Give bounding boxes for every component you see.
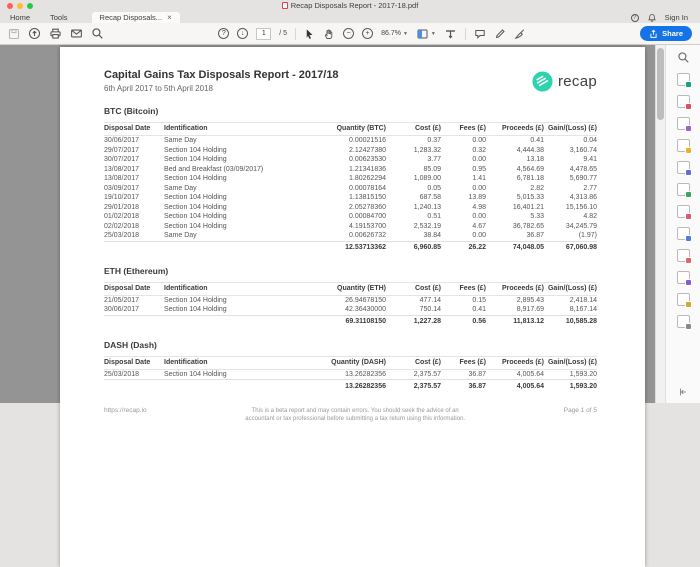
chevron-down-icon: ▼ xyxy=(402,30,408,37)
cell-proceeds: 2.82 xyxy=(530,184,544,192)
table-row xyxy=(104,155,597,165)
total-cost: 2,375.57 xyxy=(386,380,441,392)
create-pdf-icon[interactable] xyxy=(677,95,690,108)
cell-empty xyxy=(104,241,164,253)
hand-tool-icon[interactable] xyxy=(323,28,335,40)
cell-gain-loss: 4,313.86 xyxy=(569,194,597,201)
comment-icon[interactable] xyxy=(474,28,486,40)
cell-quantity: 1.13815150 xyxy=(349,194,386,201)
cell-gain-loss: 9.41 xyxy=(583,156,597,163)
col-cost: Cost (£) xyxy=(386,123,441,136)
cell-quantity: 1.21341836 xyxy=(349,165,386,173)
section-title: BTC (Bitcoin) xyxy=(104,106,159,116)
cell-quantity: 0.00021516 xyxy=(349,137,386,144)
cell-proceeds: 6,781.18 xyxy=(516,175,544,182)
col-disposal-date: Disposal Date xyxy=(104,356,164,369)
reading-mode-icon[interactable] xyxy=(444,28,457,40)
window-title-text: Recap Disposals Report - 2017-18.pdf xyxy=(290,1,419,10)
cell-quantity: 1.80262294 xyxy=(349,175,386,182)
cell-gain-loss: 0.04 xyxy=(583,137,597,144)
cell-disposal-date: 25/03/2018 xyxy=(104,232,140,239)
tab-home[interactable]: Home xyxy=(10,13,31,22)
cell-cost: 2,375.57 xyxy=(413,370,441,378)
col-gain-loss: Gain/(Loss) (£) xyxy=(544,282,597,295)
print-icon[interactable] xyxy=(49,27,62,40)
cell-identification: Section 104 Holding xyxy=(164,146,227,154)
cell-fees: 0.00 xyxy=(472,137,486,144)
col-quantity: Quantity (ETH) xyxy=(304,282,386,295)
share-button[interactable] xyxy=(640,26,692,41)
total-proceeds: 74,048.05 xyxy=(486,241,544,253)
main-area xyxy=(0,45,700,423)
cell-cost: 1,240.13 xyxy=(413,203,441,211)
select-tool-icon[interactable] xyxy=(304,28,315,40)
total-quantity: 12.53713362 xyxy=(304,241,386,253)
cell-identification: Section 104 Holding xyxy=(164,203,227,211)
cell-cost: 687.58 xyxy=(419,194,441,201)
cell-gain-loss: 34,245.79 xyxy=(565,222,597,230)
total-cost: 6,960.85 xyxy=(386,241,441,253)
cell-fees: 0.00 xyxy=(472,213,486,220)
tab-document-label: Recap Disposals... xyxy=(99,13,163,22)
more-tools-icon[interactable] xyxy=(677,315,690,328)
footer-page-number: Page 1 of 5 xyxy=(563,407,597,414)
cell-disposal-date: 29/07/2017 xyxy=(104,146,140,154)
table-row xyxy=(104,222,597,232)
cell-cost: 1,283.32 xyxy=(413,146,441,154)
cell-disposal-date: 13/08/2017 xyxy=(104,175,140,182)
edit-pdf-icon[interactable] xyxy=(677,117,690,130)
cell-quantity: 13.26282356 xyxy=(345,370,386,378)
stamp-icon[interactable] xyxy=(677,293,690,306)
save-icon[interactable] xyxy=(8,28,20,40)
section-title: DASH (Dash) xyxy=(104,339,157,350)
cell-gain-loss: (1.97) xyxy=(578,232,597,239)
cell-disposal-date: 01/02/2018 xyxy=(104,213,140,220)
page-down-icon[interactable]: ↓ xyxy=(237,28,248,39)
cell-proceeds: 36.87 xyxy=(526,232,544,239)
cell-empty xyxy=(104,380,164,392)
recap-logo xyxy=(532,71,597,92)
total-cost: 1,227.28 xyxy=(386,315,441,327)
tab-document[interactable] xyxy=(92,12,180,23)
col-identification: Identification xyxy=(164,356,304,369)
total-fees: 0.56 xyxy=(441,315,486,327)
col-cost: Cost (£) xyxy=(386,356,441,369)
cell-disposal-date: 13/08/2017 xyxy=(104,165,140,173)
cell-gain-loss: 2.77 xyxy=(583,184,597,192)
table-row xyxy=(104,165,597,175)
cell-quantity: 0.00078164 xyxy=(349,184,386,192)
total-quantity: 13.26282356 xyxy=(304,380,386,392)
cell-cost: 750.14 xyxy=(419,306,441,313)
cell-gain-loss: 2,418.14 xyxy=(569,296,597,304)
cell-fees: 4.98 xyxy=(472,203,486,211)
col-identification: Identification xyxy=(164,282,304,295)
cell-gain-loss: 3,160.74 xyxy=(569,146,597,154)
cell-fees: 0.15 xyxy=(472,296,486,304)
cell-cost: 0.05 xyxy=(427,184,441,192)
total-proceeds: 4,005.64 xyxy=(486,380,544,392)
cell-identification: Section 104 Holding xyxy=(164,370,227,378)
section-dash xyxy=(104,340,597,392)
help-icon[interactable]: ? xyxy=(218,28,229,39)
cell-quantity: 2.05278360 xyxy=(349,203,386,211)
cell-proceeds: 0.41 xyxy=(530,137,544,144)
zoom-out-icon[interactable]: − xyxy=(343,28,354,39)
cell-cost: 85.09 xyxy=(423,165,441,173)
tab-tools[interactable]: Tools xyxy=(50,13,68,22)
close-tab-icon[interactable]: × xyxy=(167,13,172,22)
cell-identification: Section 104 Holding xyxy=(164,194,227,201)
footer-disclaimer: This is a beta report and may contain errors. You should seek the advice of an accountant or tax professional before submitting a tax return using this information. xyxy=(245,408,466,423)
cell-quantity: 26.94678150 xyxy=(345,296,386,304)
tools-panel xyxy=(665,45,700,403)
cell-empty xyxy=(164,315,304,327)
recap-logo-icon xyxy=(532,71,553,92)
cell-fees: 0.00 xyxy=(472,156,486,163)
email-icon[interactable] xyxy=(70,27,83,40)
total-quantity: 69.31108150 xyxy=(304,315,386,327)
cell-cost: 0.37 xyxy=(427,137,441,144)
page-view-icon[interactable] xyxy=(416,28,436,40)
cell-disposal-date: 29/01/2018 xyxy=(104,203,140,211)
col-proceeds: Proceeds (£) xyxy=(486,123,544,136)
cell-proceeds: 13.18 xyxy=(526,156,544,163)
page-count-label: / 5 xyxy=(279,30,288,37)
cell-proceeds: 8,917.69 xyxy=(516,306,544,313)
col-disposal-date: Disposal Date xyxy=(104,282,164,295)
share-icon xyxy=(649,29,658,39)
cell-gain-loss: 4.82 xyxy=(583,213,597,220)
col-fees: Fees (£) xyxy=(441,123,486,136)
cell-proceeds: 5,015.33 xyxy=(516,194,544,201)
titlebar xyxy=(0,0,700,12)
col-quantity: Quantity (BTC) xyxy=(304,123,386,136)
table-header-row xyxy=(104,356,597,369)
table-row xyxy=(104,136,597,146)
cell-cost: 38.84 xyxy=(423,232,441,239)
pdf-file-icon xyxy=(282,2,288,9)
cell-identification: Section 104 Holding xyxy=(164,296,227,304)
cell-identification: Section 104 Holding xyxy=(164,306,227,313)
cell-gain-loss: 8,167.14 xyxy=(569,306,597,313)
sign-in-button[interactable]: Sign In xyxy=(664,13,688,22)
disposals-table xyxy=(104,122,597,253)
sign-icon[interactable] xyxy=(514,28,526,40)
share-button-label: Share xyxy=(662,29,684,38)
table-row xyxy=(104,369,597,380)
cell-identification: Same Day xyxy=(164,184,197,192)
zoom-level-label: 86.7% xyxy=(381,30,401,37)
search-icon[interactable] xyxy=(91,27,104,40)
cell-cost: 477.14 xyxy=(419,296,441,304)
combine-files-icon[interactable] xyxy=(677,161,690,174)
cell-fees: 4.67 xyxy=(472,222,486,230)
total-proceeds: 11,813.12 xyxy=(486,315,544,327)
total-gain-loss: 10,585.28 xyxy=(544,315,597,327)
section-btc xyxy=(104,106,597,253)
cell-identification: Same Day xyxy=(164,232,197,239)
cell-gain-loss: 1,593.20 xyxy=(569,370,597,378)
col-disposal-date: Disposal Date xyxy=(104,123,164,136)
cell-quantity: 42.36430000 xyxy=(345,306,386,313)
cell-gain-loss: 4,478.65 xyxy=(569,165,597,173)
search-icon[interactable] xyxy=(677,51,690,64)
export-pdf-icon[interactable] xyxy=(677,73,690,86)
disposals-table xyxy=(104,356,597,392)
cell-cost: 2,532.19 xyxy=(413,222,441,230)
table-row xyxy=(104,212,597,222)
cell-identification: Same Day xyxy=(164,137,197,144)
compress-pdf-icon[interactable] xyxy=(677,249,690,262)
recap-logo-text: recap xyxy=(557,73,597,90)
report-date-range: 6th April 2017 to 5th April 2018 xyxy=(104,84,213,93)
comment-icon[interactable] xyxy=(677,139,690,152)
cell-disposal-date: 19/10/2017 xyxy=(104,194,140,201)
organize-pages-icon[interactable] xyxy=(677,183,690,196)
cell-identification: Section 104 Holding xyxy=(164,175,227,182)
table-row xyxy=(104,203,597,213)
vertical-scrollbar xyxy=(655,45,665,403)
col-gain-loss: Gain/(Loss) (£) xyxy=(544,123,597,136)
col-quantity: Quantity (DASH) xyxy=(304,356,386,369)
cell-fees: 0.41 xyxy=(472,306,486,313)
cell-proceeds: 4,564.69 xyxy=(516,165,544,173)
notifications-bell-icon[interactable] xyxy=(647,13,657,23)
col-proceeds: Proceeds (£) xyxy=(486,282,544,295)
toolbar xyxy=(0,23,700,45)
titlebar-right-group xyxy=(631,12,700,23)
cell-identification: Bed and Breakfast (03/09/2017) xyxy=(164,165,264,173)
cell-empty xyxy=(164,380,304,392)
report-header xyxy=(104,69,597,93)
cell-proceeds: 16,401.21 xyxy=(512,203,544,211)
col-cost: Cost (£) xyxy=(386,282,441,295)
cell-disposal-date: 21/05/2017 xyxy=(104,296,140,304)
fill-sign-icon[interactable] xyxy=(677,205,690,218)
cell-fees: 0.00 xyxy=(472,184,486,192)
total-gain-loss: 1,593.20 xyxy=(544,380,597,392)
cell-proceeds: 5.33 xyxy=(530,213,544,220)
protect-icon[interactable] xyxy=(677,227,690,240)
pdf-page xyxy=(60,47,645,567)
cell-cost: 3.77 xyxy=(427,156,441,163)
table-row xyxy=(104,184,597,194)
col-identification: Identification xyxy=(164,123,304,136)
cell-disposal-date: 03/09/2017 xyxy=(104,184,140,192)
cell-proceeds: 4,444.38 xyxy=(516,146,544,154)
disposals-table xyxy=(104,282,597,327)
table-total-row xyxy=(104,241,597,253)
table-row xyxy=(104,174,597,184)
cell-identification: Section 104 Holding xyxy=(164,213,227,220)
tab-bar xyxy=(0,12,700,23)
section-title: ETH (Ethereum) xyxy=(104,265,169,276)
cell-quantity: 4.19153700 xyxy=(349,222,386,230)
cell-disposal-date: 25/03/2018 xyxy=(104,370,140,378)
cell-quantity: 2.12427380 xyxy=(349,146,386,154)
cell-disposal-date: 30/07/2017 xyxy=(104,156,140,163)
cell-disposal-date: 30/06/2017 xyxy=(104,306,140,313)
draw-icon[interactable] xyxy=(494,28,506,40)
total-fees: 26.22 xyxy=(441,241,486,253)
zoom-in-icon[interactable]: + xyxy=(362,28,373,39)
cell-fees: 36.87 xyxy=(468,370,486,378)
cell-identification: Section 104 Holding xyxy=(164,222,227,230)
cell-cost: 1,089.00 xyxy=(413,175,441,182)
col-proceeds: Proceeds (£) xyxy=(486,356,544,369)
total-gain-loss: 67,060.98 xyxy=(544,241,597,253)
report-title: Capital Gains Tax Disposals Report - 2017/18 xyxy=(104,69,339,81)
cell-disposal-date: 02/02/2018 xyxy=(104,222,140,230)
cell-proceeds: 36,782.65 xyxy=(512,222,544,230)
cell-cost: 0.51 xyxy=(427,213,441,220)
scrollbar-thumb[interactable] xyxy=(657,48,664,120)
total-fees: 36.87 xyxy=(441,380,486,392)
cell-empty xyxy=(104,315,164,327)
col-fees: Fees (£) xyxy=(441,356,486,369)
document-viewer xyxy=(0,45,655,423)
window-title xyxy=(0,1,700,10)
cell-fees: 1.41 xyxy=(472,175,486,182)
table-total-row xyxy=(104,315,597,327)
measure-icon[interactable] xyxy=(677,271,690,284)
table-row xyxy=(104,193,597,203)
cell-proceeds: 4,005.64 xyxy=(516,370,544,378)
section-eth xyxy=(104,266,597,327)
table-row xyxy=(104,295,597,305)
cell-fees: 0.95 xyxy=(472,165,486,173)
cell-empty xyxy=(164,241,304,253)
table-row xyxy=(104,305,597,315)
zoom-level-dropdown[interactable] xyxy=(381,30,408,37)
col-gain-loss: Gain/(Loss) (£) xyxy=(544,356,597,369)
page-number-input[interactable] xyxy=(256,28,271,40)
table-row xyxy=(104,146,597,156)
cell-fees: 0.00 xyxy=(472,232,486,239)
cell-fees: 13.89 xyxy=(468,194,486,201)
table-row xyxy=(104,231,597,241)
cell-disposal-date: 30/06/2017 xyxy=(104,137,140,144)
report-footer xyxy=(104,407,597,423)
help-icon[interactable]: ? xyxy=(631,14,639,22)
chevron-down-icon: ▼ xyxy=(430,30,436,37)
cell-fees: 0.32 xyxy=(472,146,486,154)
table-header-row xyxy=(104,123,597,136)
cell-quantity: 0.00623530 xyxy=(349,156,386,163)
col-fees: Fees (£) xyxy=(441,282,486,295)
cell-gain-loss: 15,156.10 xyxy=(565,203,597,211)
footer-url: https://recap.io xyxy=(104,407,147,414)
cell-proceeds: 2,895.43 xyxy=(516,296,544,304)
upload-cloud-icon[interactable] xyxy=(28,27,41,40)
cell-quantity: 0.00626732 xyxy=(349,232,386,239)
table-header-row xyxy=(104,282,597,295)
table-total-row xyxy=(104,380,597,392)
cell-quantity: 0.00084700 xyxy=(349,213,386,220)
cell-gain-loss: 5,690.77 xyxy=(569,175,597,182)
cell-identification: Section 104 Holding xyxy=(164,156,227,163)
collapse-panel-icon[interactable] xyxy=(678,387,688,397)
